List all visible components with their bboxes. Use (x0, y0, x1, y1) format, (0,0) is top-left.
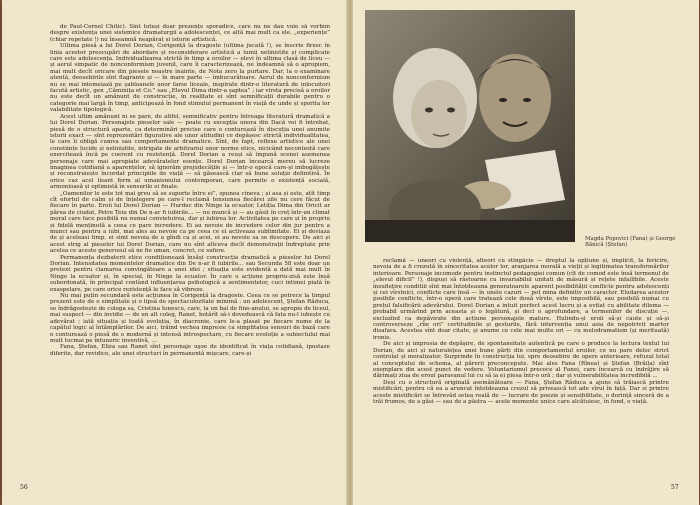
paragraph: Permanența dezbaterii etice condiționează însăși construcția dramatică a pieselor lui Dorel Dorian. Intensitatea momentelor dramatice din De n-ar fi iubirile... sau Secunda 58 este doar un pretext pentru clamarea convingătoare a unei idei ; situația este evidentă a dată mai mult în Ninge la ecuator și, în special, în Ninge la ecuator. În care o acțiune propriu-zisă este însă subordonată, în principal contând influențarea psihologică a sentimentelor, cuci intimei piată în exaspelare, pe care orice rezistență le face să vibreze. (50, 254, 330, 293)
right-page-text (373, 258, 669, 470)
paragraph: Acest ultim amănunt ni se pare, de altfel, semnificativ pentru întreaga literatură dramatică a lui Dorel Dorian. Personajele pieselor sale — poate cu excepția unora din Dacă vei fi întrebat, piesă de o structură aparte, ca determinări precise care o conturează în discuția unei anumite istorii exact — sînt reprezentări figurative ale unor atitudini ce depășesc strictă individualitatea, le care îi obligă cumva sau comportamente dramatice. Sînt, de fapt, reflexe artistice ale unei constiințe lucide și neliniștite, intrigate de arbitrariul unor norme etice, nicicând necontestă care exercitează încă pe coerent cu rezistență. Dorel Dorian a reuși să impună scenei asemenea personaje care mai apropiate adevăratelor esențe. Dorel Dorian încearcă mereu să lucreze imaginea cotidiană a aparențelor, să ignorăm prejudecățile și — într-o epocă care-și imbogățește și reconstruiește încordat principiile de viață — să găsească clar să bune soluție definitivă. În orice caz acel lisant form al umanismului contemporan, care permite o existență socială, armonioasă și optimistă în sensurile ei finale. (50, 113, 330, 191)
paragraph: reclamă — uneori cu violență, alteori cu stîngăcie — dreptul la opțiune și, implicit, la fericire, nevoia de a fi crezută în sinceritatea acelor lor, aranjarea morală a vieții și legitimatea transformărilor interioare. Personaje incomode pentru instinctul pedagogiei comun (cît de comod este însă termenul de „elevul dificil” !), dispuși să răstoarne cu invariabilul unitati de măsură și rețete infailibile. Aceste însuflețire conditiii sînt mai întotdeauna generatoarele aparent posibilității conflicte pentru adolescenți și cei vîrstnici, conflicte care însă — în unele cazuri — pot mina definitiv un caracter. Eludarea acestor posibile conflicte, într-o operă care tratează cele două vîrste, este imposibilă, sau posibilă numai cu prețul falsificării adevărului. Dorel Dorian a intuit perfect acest lucru și a evitat cu abilitate dilema — probabil urmărind prin aceasta și o legătură, și deci o aprofundare, a termenilor de discuție —, excluzînd ca depăvirate din acțiune personajele mature. Hulindu-și eroii să-și caute și să-și controverseze „rîie ori” certitudinile și gesturile, fără intervenția unui asia de nepotrivit martor disafara. Acestea sînt doar citate, și anume ce cele mai multe ori — cu melodramatism (și merituată) ironie. (373, 258, 669, 341)
magazine-spread (2, 0, 698, 505)
right-page (352, 0, 699, 505)
photo-caption: Magda Popovici (Fana) și George Bănică (Ștefan) (585, 236, 676, 249)
paragraph: Fana, Ștefan, Eliza sau Ranet sînt personaje uşoe de identificat în viața cotidiană, ipostaze diferite, dar revidice, ale unei structuri în permanentă mișcare, care-și (50, 344, 330, 357)
left-page (2, 0, 349, 505)
photo-actors (365, 10, 575, 242)
paragraph: De aici și impresia de depăşire, de spontaneitate autentică pe care o produce la lectura textul lui Dorian, de aici și naturalețea unei bune părți din comportamentul eroilor, ce nu pare deloc strict controlat și moralizator. Surprinde în construcția lui, spre deosebire de opere anterioare, refuzul total al conceptului de schema, al părerii preconcepute. Mai ales Fana (Rînea) și Ștefan (Brăila) sînt exemplare din acest punct de vedere. Voluntarismul precoce al Fanei, care încearcă cu îndrăjire să dărîmați ziua de eroul paravanul lui cu să ia ei piesa într-o oră ; dar și vulnerabilitatea incredibilă ... (373, 341, 669, 380)
paragraph: de Paul-Cornel Chitic). Sînt totuși doar prezențe sporadice, care nu ne dau voie să vorbim despre existența unei sistemice dramaturgii a adolescenței, ce altă mai mult ca ele. „experiențe” (chiar repetate !) nu înseamnă neapărat și istorie artistică. (50, 24, 330, 43)
photo-icon (365, 10, 575, 242)
paragraph: Ultima piesă a lui Dorel Dorian, Corigență la dragoste (ultima jucată !), se înscrie firesc în linia acestor preocupări de abordare și reconsiderare artistică a lumii nelinistite și complicate care este adolescența. Individualizarea strictă în timp a eroilor — elevi în ultima clasă de liceu — și aerul simpatic de nonconformism juvenil, care îi caracterizează, ne îndeamnă să o apropiem, mai mult decît oricare din piesele noastre inainte, de Nota zero la purtare. Dar, la o examinare atentă, deosebirile sînt flagrante și — în mare parte — îmbucurătoare. Aerul de nonconformism nu se mai intemeiază pe șabloanele unor farse licеale, inspirate dintr-o literatură de inlocuitori facută artistic, gen „Căminița et Co.” sau „Elevul Dima dintr-a șaptea” ; iar virstа precisă a eroilor nu este decît un amănunt de construcție, în realitate ei sînt semnificații durabile pentru o categorie mai largă în timp, anticipează în fond stimulul permanent în viață de unde și sporita lor valabilitate tipologică. (50, 43, 330, 114)
paragraph: Deși cu o structură originală asemănătoare — Fana, Ștefan Răduca a ajuns să trăiască printre mistificări, pentru că ea a aruncat întotdeauna crezul să privească tot ade vîrul în față. Dar si printre aceste mistificări se întrevăd setea reală de — lucrare de poezie și sensibilitate, o dorință sinceră de a trăi frumos, de a găsi — sau de a păstra — acele momente unice care alcătuiesc, în fond, o viață. (373, 379, 669, 405)
page-number-right: 57 (671, 484, 679, 491)
paragraph: Nu mai puțin secundară este acțiunea în Corigență la dragoste. Ceea ce se petrece la timpul prezent este de o simplitate și o lipsă de spectaculozitate minimă : un adolescent, Ștefan Răduca, se îndrăgostește de colega sa, Cristina Ionescu, care, la un bal de fine-anului, se apropie de liceul, mai suspect — din invidie — de un alt coleg, Ranet, botărît să-i dovedească că fata nu-l iubește cu adevărat ; iată situația și toată evoluția, în diacronie, care le-a plasat pe fiecare nume de la capătul logic al întâmplărilor. De aici, trăind vechea impresie ca simplitatea sensuri de bază care o conturează o piesă de o modernă și intensă introspectare, cu fiecare evoluție a subiectului mai mult tocmai pe întuneric inventivă, ... (50, 293, 330, 344)
page-number-left: 56 (20, 484, 28, 491)
paragraph: „Oamenilor le este tot mai greu să se suporte între ei”, spunea cineva ; și asa și este, atît timp cît efortul de calm și de înțelegere pe care-l reclamă tensiunea fiecărei zile nu cere făcut de fiecare în parte. Eroii lui Dorel Dorian — Hurduc din Ninge la ecuator, Letiția Dima din Oricit ar părea de ciudat, Petre Teiu din De n-ar fi iubirile... — nu muncă și — au găsit în creț într-un climat moral care face posibilă nu numai convietuirea, dar și iubirea lor. Activitatea pe care și în propriu și fidelă menținută a ceea ce pare incredere. Ei au nevoie de incredere celor din jur pentru a munci sau pentru a iubi, mai ales au nevoie ca pe ceea ce ei activeaza sublimitate. Ei și deviaza de și aceleasi timp, ei simt nevoia de a gîndi ca și acei, ei au nevoie sa se descopere. De aici și acest strig al pieselor lui Dorel Dorian, care nu sînt altceva decît demonstrații îndreptate prin acelea ce aceste generosul să ne fie uman, concret, ce sufere. (50, 190, 330, 255)
left-page-text (50, 24, 330, 476)
